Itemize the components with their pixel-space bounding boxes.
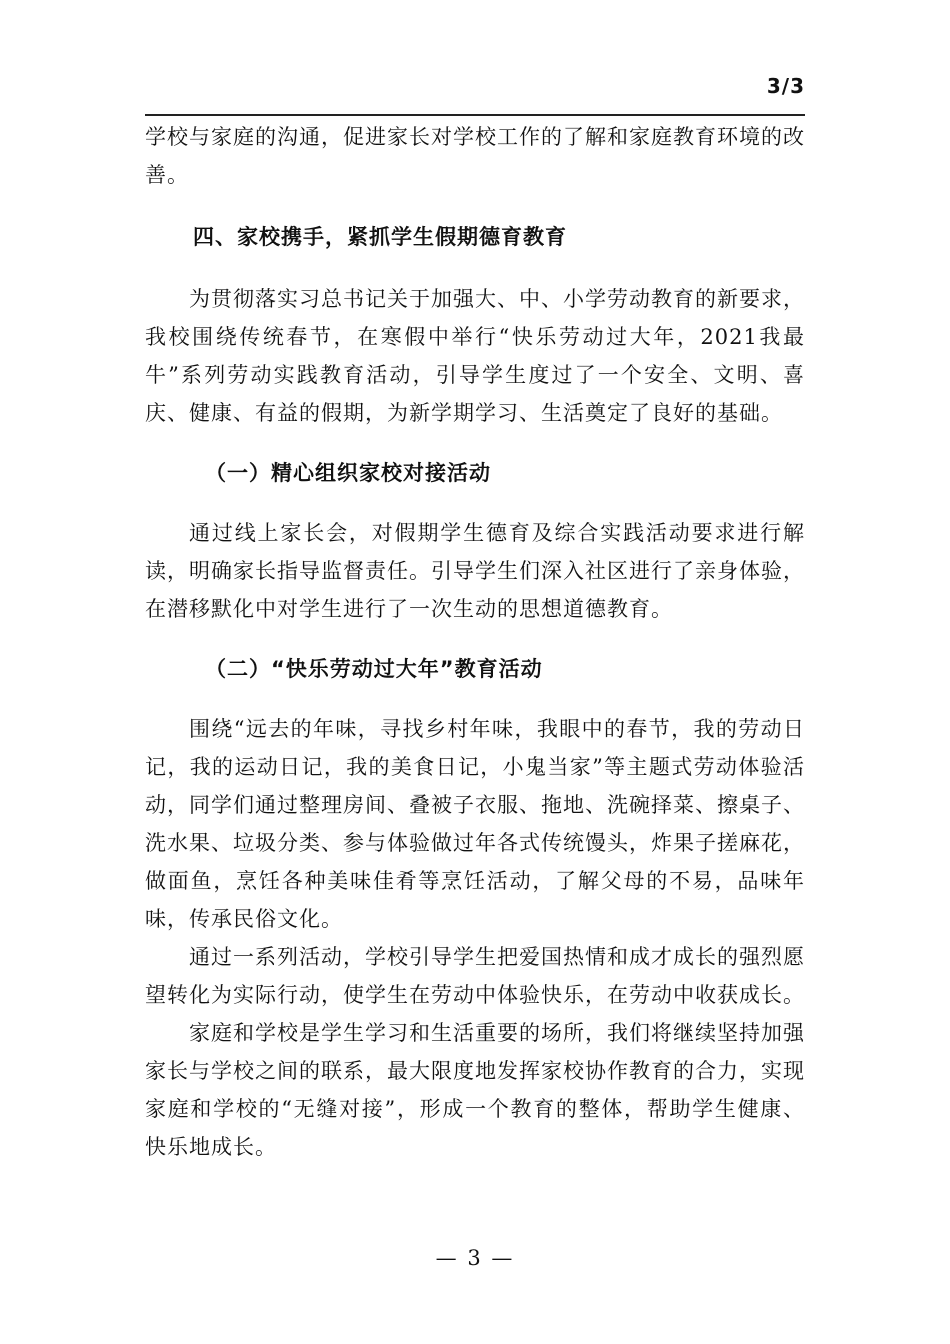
- document-body: [145, 118, 805, 1166]
- continued-paragraph: 学校与家庭的沟通，促进家长对学校工作的了解和家庭教育环境的改善。: [145, 125, 805, 187]
- subsection-heading-1: （一）精心组织家校对接活动: [205, 461, 491, 485]
- subsection-2-paragraph-1: 围绕“远去的年味，寻找乡村年味，我眼中的春节，我的劳动日记，我的运动日记，我的美食日记，小鬼当家”等主题式劳动体验活动，同学们通过整理房间、叠被子衣服、拖地、洗碗择菜、擦桌子、洗水果、垃圾分类、参与体验做过年各式传统馒头，炸果子搓麻花，做面鱼，烹饪各种美味佳肴等烹饪活动，了解父母的不易，品味年味，传承民俗文化。: [145, 717, 805, 931]
- page-number: — 3 —: [435, 1246, 515, 1270]
- section-heading: 四、家校携手，紧抓学生假期德育教育: [193, 225, 567, 249]
- page-indicator: 3/3: [766, 74, 805, 98]
- section-intro-paragraph: 为贯彻落实习总书记关于加强大、中、小学劳动教育的新要求，我校围绕传统春节，在寒假中举行“快乐劳动过大年，2021我最牛”系列劳动实践教育活动，引导学生度过了一个安全、文明、喜庆、健康、有益的假期，为新学期学习、生活奠定了良好的基础。: [145, 287, 805, 425]
- page-header: [145, 60, 805, 116]
- subsection-1-paragraph: 通过线上家长会，对假期学生德育及综合实践活动要求进行解读，明确家长指导监督责任。引导学生们深入社区进行了亲身体验，在潜移默化中对学生进行了一次生动的思想道德教育。: [145, 521, 805, 621]
- subsection-2-paragraph-3: 家庭和学校是学生学习和生活重要的场所，我们将继续坚持加强家长与学校之间的联系，最大限度地发挥家校协作教育的合力，实现家庭和学校的“无缝对接”，形成一个教育的整体，帮助学生健康、快乐地成长。: [145, 1021, 805, 1159]
- subsection-heading-2: （二）“快乐劳动过大年”教育活动: [205, 657, 543, 681]
- subsection-2-paragraph-2: 通过一系列活动，学校引导学生把爱国热情和成才成长的强烈愿望转化为实际行动，使学生在劳动中体验快乐，在劳动中收获成长。: [145, 945, 805, 1007]
